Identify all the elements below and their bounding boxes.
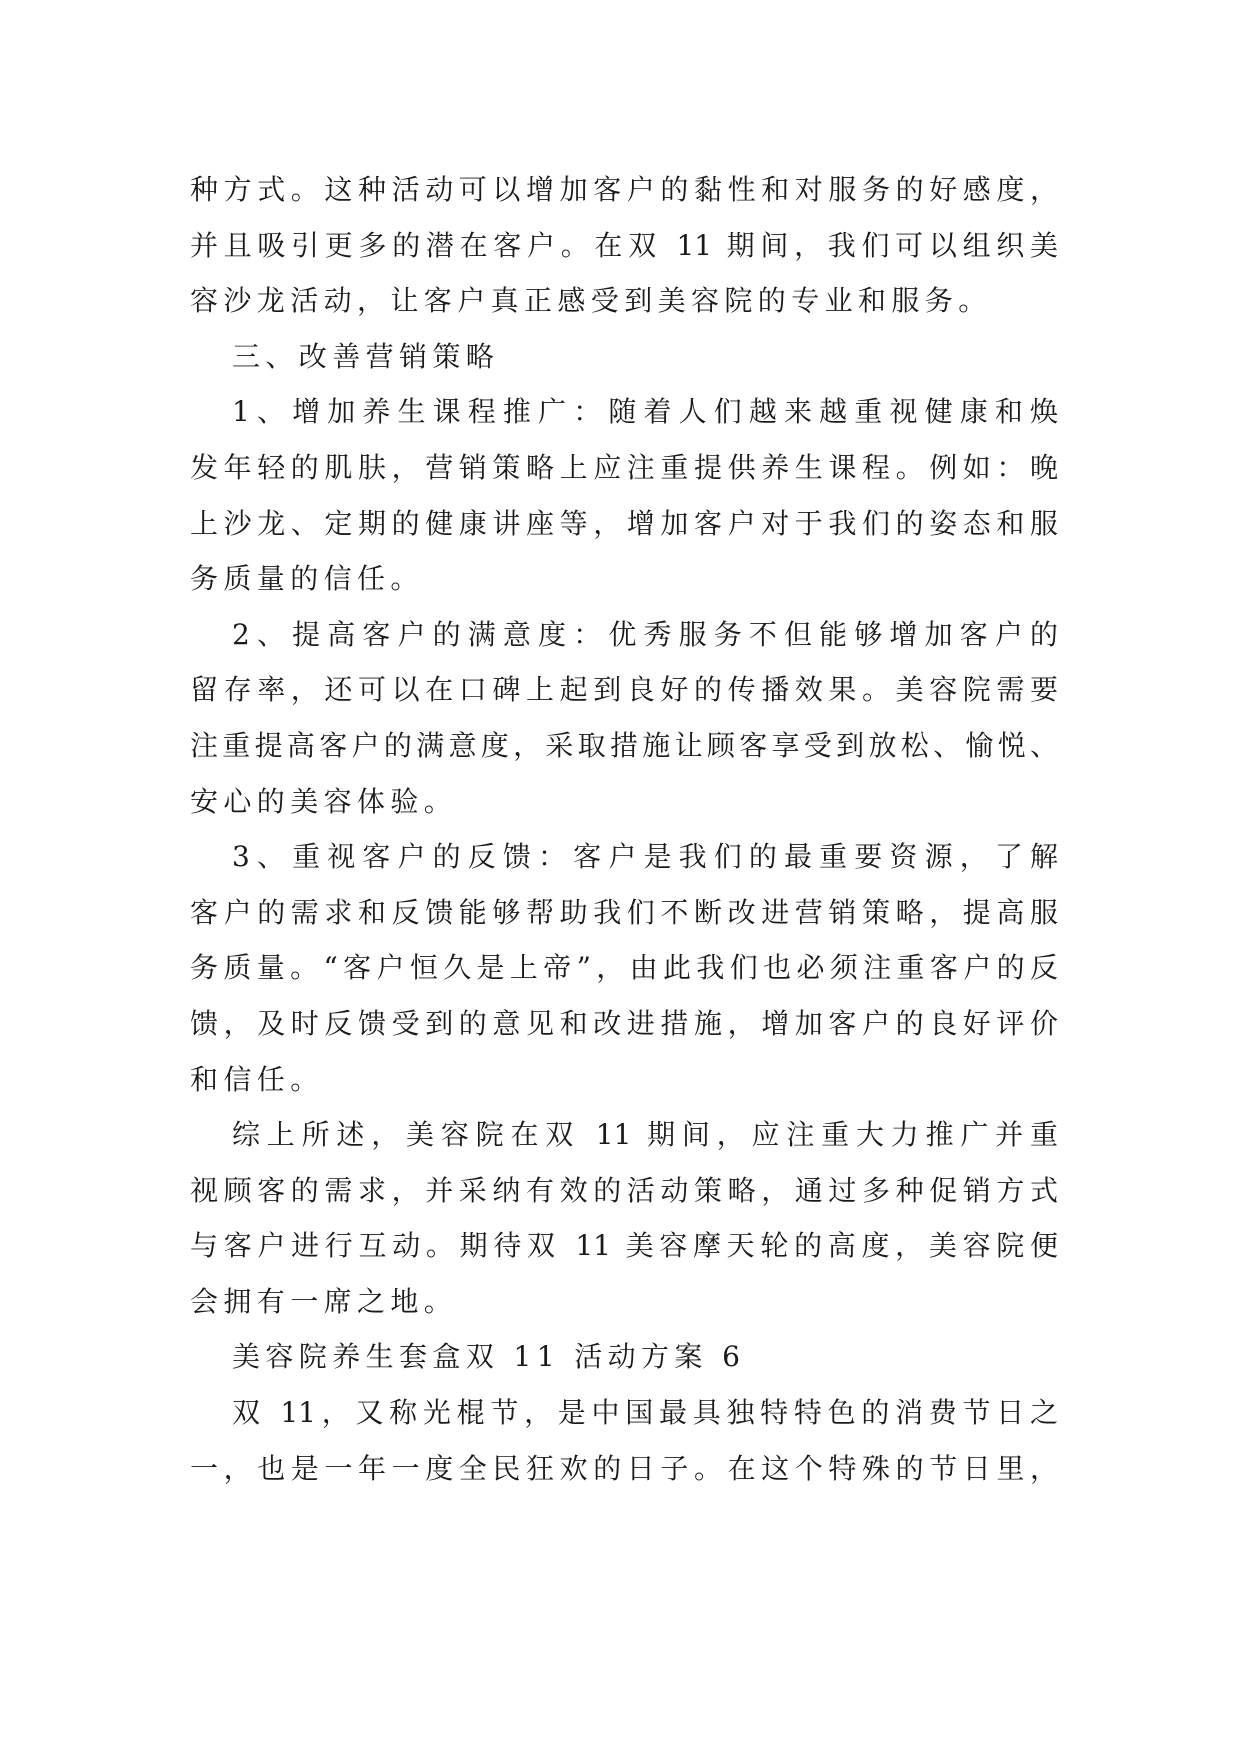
heading-line: 三、改善营销策略 — [232, 339, 500, 373]
paragraph — [190, 1385, 1058, 1496]
paragraph — [190, 384, 1058, 606]
text-line: 双 11，又称光棍节，是中国最具独特特色的消费节日之 — [232, 1396, 1058, 1430]
text-line: 注重提高客户的满意度，采取措施让顾客享受到放松、愉悦、 — [190, 728, 1058, 762]
text-line: 发年轻的肌肤，营销策略上应注重提供养生课程。例如：晚 — [190, 450, 1058, 484]
document-page — [190, 162, 1058, 1496]
text-line: 客户的需求和反馈能够帮助我们不断改进营销策略，提高服 — [190, 895, 1058, 929]
text-line: 务质量的信任。 — [190, 562, 424, 596]
section-title — [190, 1329, 1058, 1385]
text-line: 安心的美容体验。 — [190, 784, 458, 818]
text-line: 一，也是一年一度全民狂欢的日子。在这个特殊的节日里， — [190, 1451, 1058, 1485]
paragraph-summary — [190, 1107, 1058, 1329]
text-line: 留存率，还可以在口碑上起到良好的传播效果。美容院需要 — [190, 673, 1058, 707]
text-line: 2、提高客户的满意度：优秀服务不但能够增加客户的 — [232, 617, 1058, 651]
text-line: 容沙龙活动，让客户真正感受到美容院的专业和服务。 — [190, 284, 992, 318]
text-line: 视顾客的需求，并采纳有效的活动策略，通过多种促销方式 — [190, 1173, 1058, 1207]
title-line: 美容院养生套盒双 11 活动方案 6 — [232, 1340, 746, 1374]
text-line: 务质量。“客户恒久是上帝”，由此我们也必须注重客户的反 — [190, 951, 1058, 985]
text-line: 和信任。 — [190, 1062, 324, 1096]
paragraph-continuation — [190, 162, 1058, 329]
text-line: 3、重视客户的反馈：客户是我们的最重要资源，了解 — [232, 840, 1058, 874]
paragraph — [190, 829, 1058, 1107]
text-line: 馈，及时反馈受到的意见和改进措施，增加客户的良好评价 — [190, 1006, 1058, 1040]
text-line: 1、增加养生课程推广：随着人们越来越重视健康和焕 — [232, 395, 1058, 429]
text-line: 与客户进行互动。期待双 11 美容摩天轮的高度，美容院便 — [190, 1229, 1058, 1263]
paragraph — [190, 607, 1058, 829]
section-heading — [190, 329, 1058, 385]
text-line: 上沙龙、定期的健康讲座等，增加客户对于我们的姿态和服 — [190, 506, 1058, 540]
text-line: 并且吸引更多的潜在客户。在双 11 期间，我们可以组织美 — [190, 228, 1058, 262]
text-line: 会拥有一席之地。 — [190, 1284, 458, 1318]
text-line: 种方式。这种活动可以增加客户的黏性和对服务的好感度， — [190, 173, 1058, 206]
text-line: 综上所述，美容院在双 11 期间，应注重大力推广并重 — [232, 1118, 1058, 1152]
